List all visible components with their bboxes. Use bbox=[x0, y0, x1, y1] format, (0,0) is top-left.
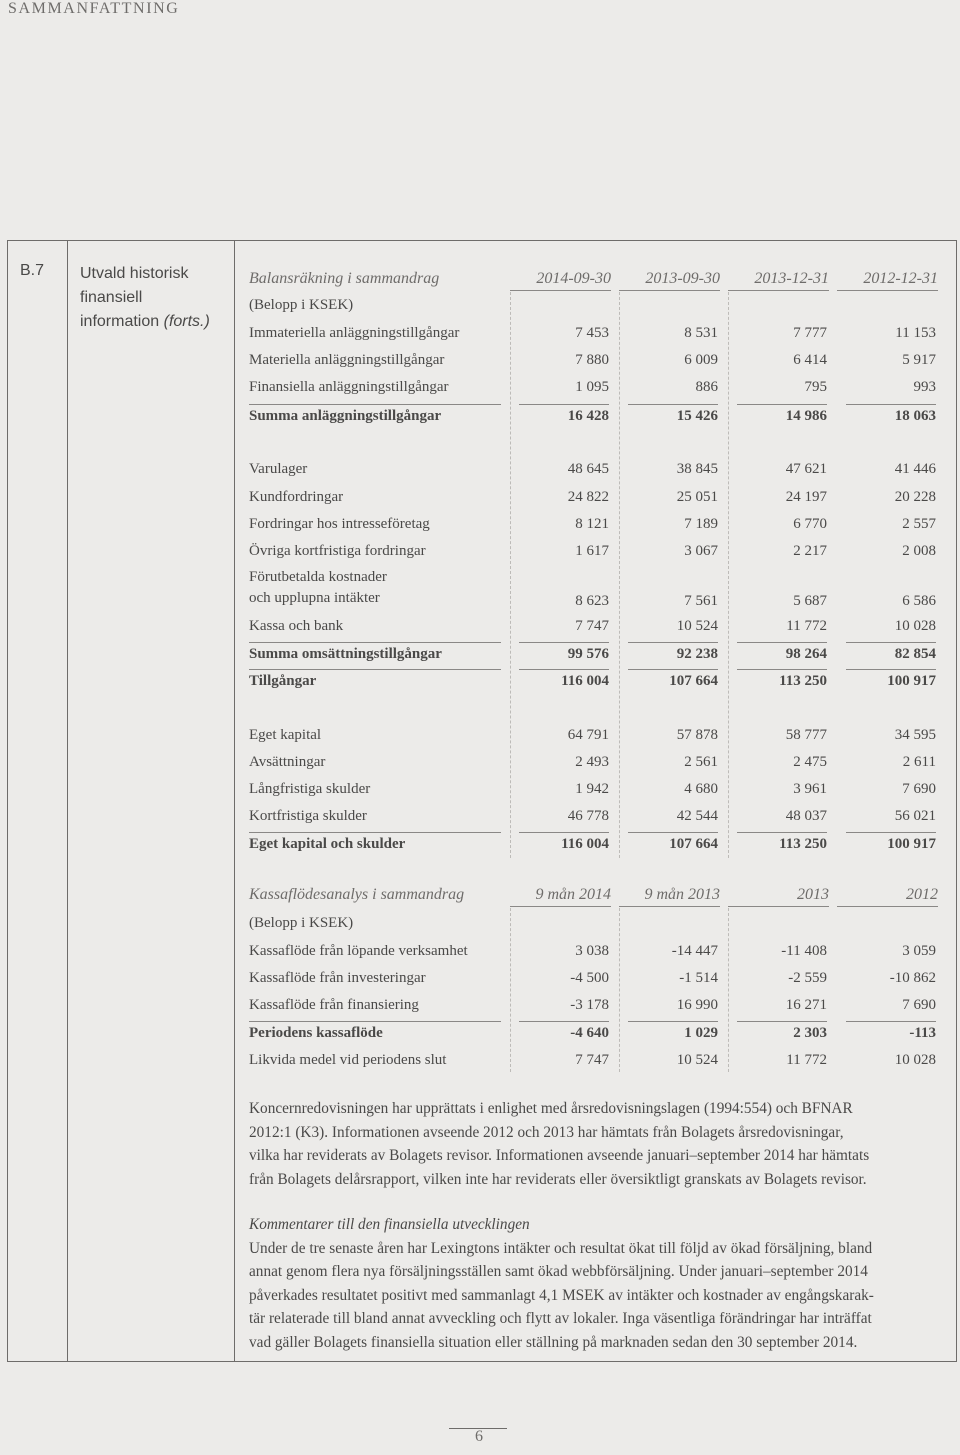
running-header: SAMMANFATTNING bbox=[8, 0, 180, 17]
column-header: 2013-12-31 bbox=[728, 268, 829, 291]
row-label: Eget kapital bbox=[249, 727, 322, 743]
cell-value: 1 617 bbox=[575, 543, 609, 559]
cell-value: 98 264 bbox=[737, 642, 827, 665]
cell-value: 3 961 bbox=[793, 781, 827, 797]
cell-value: 7 747 bbox=[575, 1052, 609, 1068]
section-title-line: information bbox=[80, 313, 160, 330]
cell-value: 99 576 bbox=[519, 642, 609, 665]
cell-value: 795 bbox=[804, 379, 827, 395]
cell-value: 15 426 bbox=[628, 404, 718, 427]
cell-value: 4 680 bbox=[684, 781, 718, 797]
row-label: Kassaflöde från löpande verksamhet bbox=[249, 943, 468, 959]
cell-value: 3 059 bbox=[902, 943, 936, 959]
table-row bbox=[249, 349, 937, 371]
cell-value: 11 772 bbox=[786, 618, 827, 634]
column-header: 9 mån 2013 bbox=[619, 884, 720, 907]
row-label: Kassaflöde från investeringar bbox=[249, 970, 426, 986]
cell-value: 116 004 bbox=[519, 832, 609, 855]
cell-value: 5 917 bbox=[902, 352, 936, 368]
table-row bbox=[249, 778, 937, 800]
comment-line: påverkades resultatet positivt med sammanlagt 4,1 MSEK av intäkter och kostnader av engångskarak- bbox=[249, 1286, 874, 1304]
cell-value: 25 051 bbox=[676, 489, 718, 505]
cell-value: 2 561 bbox=[684, 754, 718, 770]
unit-label: (Belopp i KSEK) bbox=[249, 297, 354, 313]
cell-value: 46 778 bbox=[567, 808, 609, 824]
note-line: Koncernredovisningen har upprättats i enlighet med årsredovisningslagen (1994:554) och BFNAR bbox=[249, 1100, 853, 1117]
total-row bbox=[249, 1021, 937, 1043]
comment-line: Under de tre senaste åren har Lexingtons intäkter och resultat ökat till följd av ökad försäljning, bland bbox=[249, 1239, 873, 1257]
cell-value: 8 531 bbox=[684, 325, 718, 341]
table-row bbox=[249, 569, 937, 613]
row-label: Likvida medel vid periodens slut bbox=[249, 1052, 447, 1068]
row-label: Varulager bbox=[249, 461, 308, 477]
comment-line: annat genom flera nya försäljningsställen samt ökad webbförsäljning. Under januari–september 2014 bbox=[249, 1263, 868, 1280]
cell-value: 48 645 bbox=[567, 461, 609, 477]
row-label: Finansiella anläggningstillgångar bbox=[249, 379, 449, 395]
table-title: Kassaflödesanalys i sammandrag bbox=[249, 886, 465, 903]
cell-value: 7 561 bbox=[684, 593, 718, 609]
table-row bbox=[249, 322, 937, 344]
table-row bbox=[249, 967, 937, 989]
row-label: Avsättningar bbox=[249, 754, 326, 770]
table-row bbox=[249, 751, 937, 773]
row-label: Kassaflöde från finansiering bbox=[249, 997, 419, 1013]
cell-value: 48 037 bbox=[785, 808, 827, 824]
cell-value: 92 238 bbox=[628, 642, 718, 665]
comment-title: Kommentarer till den finansiella utvecklingen bbox=[249, 1216, 530, 1233]
table-row bbox=[249, 940, 937, 962]
comment-line: vad gäller Bolagets finansiella situation eller ställning på marknaden sedan den 30 september 2014. bbox=[249, 1333, 858, 1351]
cell-value: 10 524 bbox=[676, 1052, 718, 1068]
cell-value: 56 021 bbox=[894, 808, 936, 824]
cell-value: -4 640 bbox=[519, 1021, 609, 1044]
cell-value: 2 217 bbox=[793, 543, 827, 559]
cell-value: -4 500 bbox=[570, 970, 609, 986]
comment-section bbox=[249, 1213, 949, 1354]
section-title-italic: (forts.) bbox=[163, 313, 210, 330]
section-title-line: Utvald historisk bbox=[80, 265, 189, 282]
table-title: Balansräkning i sammandrag bbox=[249, 270, 440, 287]
unit-label: (Belopp i KSEK) bbox=[249, 915, 354, 931]
cell-value: -113 bbox=[846, 1021, 936, 1044]
cell-value: 3 038 bbox=[575, 943, 609, 959]
cell-value: 113 250 bbox=[737, 669, 827, 692]
cell-value: 34 595 bbox=[894, 727, 936, 743]
cell-value: 3 067 bbox=[684, 543, 718, 559]
cell-value: 107 664 bbox=[628, 832, 718, 855]
cell-value: 7 690 bbox=[902, 997, 936, 1013]
column-header: 2012 bbox=[837, 884, 938, 907]
cell-value: 10 028 bbox=[894, 1052, 936, 1068]
column-header: 2012-12-31 bbox=[837, 268, 938, 291]
cell-value: 6 009 bbox=[684, 352, 718, 368]
row-label: Kortfristiga skulder bbox=[249, 808, 367, 824]
cell-value: 116 004 bbox=[519, 669, 609, 692]
row-label-line: Förutbetalda kostnader bbox=[249, 569, 387, 585]
row-label: Tillgångar bbox=[249, 669, 501, 692]
column-header: 2013-09-30 bbox=[619, 268, 720, 291]
cell-value: 6 770 bbox=[793, 516, 827, 532]
note-line: 2012:1 (K3). Informationen avseende 2012 och 2013 har hämtats från Bolagets årsredovisningar, bbox=[249, 1123, 844, 1141]
table-row bbox=[249, 724, 937, 746]
cell-value: 1 095 bbox=[575, 379, 609, 395]
cell-value: 100 917 bbox=[846, 832, 936, 855]
row-label: Periodens kassaflöde bbox=[249, 1021, 501, 1044]
cell-value: 7 189 bbox=[684, 516, 718, 532]
comment-line: tär relaterade till bland annat avveckling och flytt av lokaler. Inga väsentliga förändringar har inträffat bbox=[249, 1310, 872, 1327]
row-label: Fordringar hos intresseföretag bbox=[249, 516, 430, 532]
page-number: 6 bbox=[475, 1428, 483, 1445]
cell-value: 2 303 bbox=[737, 1021, 827, 1044]
cell-value: -10 862 bbox=[889, 970, 936, 986]
column-divider bbox=[234, 241, 235, 1361]
cell-value: 7 777 bbox=[793, 325, 827, 341]
cell-value: 7 880 bbox=[575, 352, 609, 368]
section-title bbox=[80, 262, 220, 334]
cell-value: 7 690 bbox=[902, 781, 936, 797]
accounting-note bbox=[249, 1097, 949, 1191]
cell-value: 2 008 bbox=[902, 543, 936, 559]
total-row bbox=[249, 832, 937, 854]
total-row bbox=[249, 669, 937, 691]
column-header: 2014-09-30 bbox=[510, 268, 611, 291]
cell-value: -3 178 bbox=[570, 997, 609, 1013]
cell-value: 6 414 bbox=[793, 352, 827, 368]
section-title-line: finansiell bbox=[80, 289, 143, 306]
cell-value: 7 453 bbox=[575, 325, 609, 341]
row-label bbox=[249, 567, 387, 609]
cell-value: 42 544 bbox=[676, 808, 718, 824]
row-label: Kassa och bank bbox=[249, 618, 344, 634]
table-header-row bbox=[249, 268, 937, 290]
table-row bbox=[249, 513, 937, 535]
table-row bbox=[249, 458, 937, 480]
unit-row bbox=[249, 294, 937, 316]
cell-value: -14 447 bbox=[671, 943, 718, 959]
cell-value: 64 791 bbox=[567, 727, 609, 743]
cell-value: 2 611 bbox=[902, 754, 936, 770]
row-label: Övriga kortfristiga fordringar bbox=[249, 543, 426, 559]
cell-value: 14 986 bbox=[737, 404, 827, 427]
table-row bbox=[249, 540, 937, 562]
cell-value: 7 747 bbox=[575, 618, 609, 634]
cell-value: 107 664 bbox=[628, 669, 718, 692]
cell-value: -2 559 bbox=[788, 970, 827, 986]
cell-value: 113 250 bbox=[737, 832, 827, 855]
cell-value: 18 063 bbox=[846, 404, 936, 427]
cell-value: 8 623 bbox=[575, 593, 609, 609]
table-row bbox=[249, 615, 937, 637]
cell-value: 1 942 bbox=[575, 781, 609, 797]
note-line: från Bolagets delårsrapport, vilken inte har reviderats eller översiktligt granskats av Bolagets revisor. bbox=[249, 1170, 867, 1188]
row-label: Summa anläggningstillgångar bbox=[249, 404, 501, 427]
cell-value: 6 586 bbox=[902, 593, 936, 609]
cell-value: 993 bbox=[913, 379, 936, 395]
cell-value: -1 514 bbox=[679, 970, 718, 986]
subtotal-row bbox=[249, 642, 937, 664]
table-row bbox=[249, 376, 937, 398]
row-label: Immateriella anläggningstillgångar bbox=[249, 325, 460, 341]
cell-value: 1 029 bbox=[628, 1021, 718, 1044]
note-line: vilka har reviderats av Bolagets revisor. Informationen avseende januari–september 2014 har hämtats bbox=[249, 1147, 870, 1164]
cell-value: 8 121 bbox=[575, 516, 609, 532]
table-row bbox=[249, 486, 937, 508]
cell-value: 16 428 bbox=[519, 404, 609, 427]
cell-value: 16 271 bbox=[785, 997, 827, 1013]
cell-value: 2 475 bbox=[793, 754, 827, 770]
cell-value: 47 621 bbox=[785, 461, 827, 477]
row-label-line: och upplupna intäkter bbox=[249, 590, 380, 606]
cell-value: 41 446 bbox=[894, 461, 936, 477]
table-header-row bbox=[249, 884, 937, 906]
cell-value: -11 408 bbox=[781, 943, 827, 959]
cell-value: 57 878 bbox=[676, 727, 718, 743]
cell-value: 38 845 bbox=[676, 461, 718, 477]
row-label: Materiella anläggningstillgångar bbox=[249, 352, 445, 368]
cell-value: 20 228 bbox=[894, 489, 936, 505]
row-label: Eget kapital och skulder bbox=[249, 832, 501, 855]
cell-value: 24 197 bbox=[785, 489, 827, 505]
cell-value: 11 153 bbox=[895, 325, 936, 341]
cell-value: 82 854 bbox=[846, 642, 936, 665]
cell-value: 2 557 bbox=[902, 516, 936, 532]
column-header: 2013 bbox=[728, 884, 829, 907]
cell-value: 10 524 bbox=[676, 618, 718, 634]
cell-value: 5 687 bbox=[793, 593, 827, 609]
cell-value: 100 917 bbox=[846, 669, 936, 692]
row-label: Långfristiga skulder bbox=[249, 781, 371, 797]
cell-value: 886 bbox=[695, 379, 718, 395]
cell-value: 24 822 bbox=[567, 489, 609, 505]
cell-value: 11 772 bbox=[786, 1052, 827, 1068]
row-label: Kundfordringar bbox=[249, 489, 344, 505]
section-id: B.7 bbox=[20, 262, 45, 279]
cell-value: 16 990 bbox=[676, 997, 718, 1013]
unit-row bbox=[249, 912, 937, 934]
table-row bbox=[249, 1049, 937, 1071]
row-label: Summa omsättningstillgångar bbox=[249, 642, 501, 665]
cell-value: 58 777 bbox=[785, 727, 827, 743]
table-row bbox=[249, 994, 937, 1016]
subtotal-row bbox=[249, 404, 937, 426]
cell-value: 10 028 bbox=[894, 618, 936, 634]
cell-value: 2 493 bbox=[575, 754, 609, 770]
column-header: 9 mån 2014 bbox=[510, 884, 611, 907]
column-divider bbox=[67, 241, 68, 1361]
table-row bbox=[249, 805, 937, 827]
